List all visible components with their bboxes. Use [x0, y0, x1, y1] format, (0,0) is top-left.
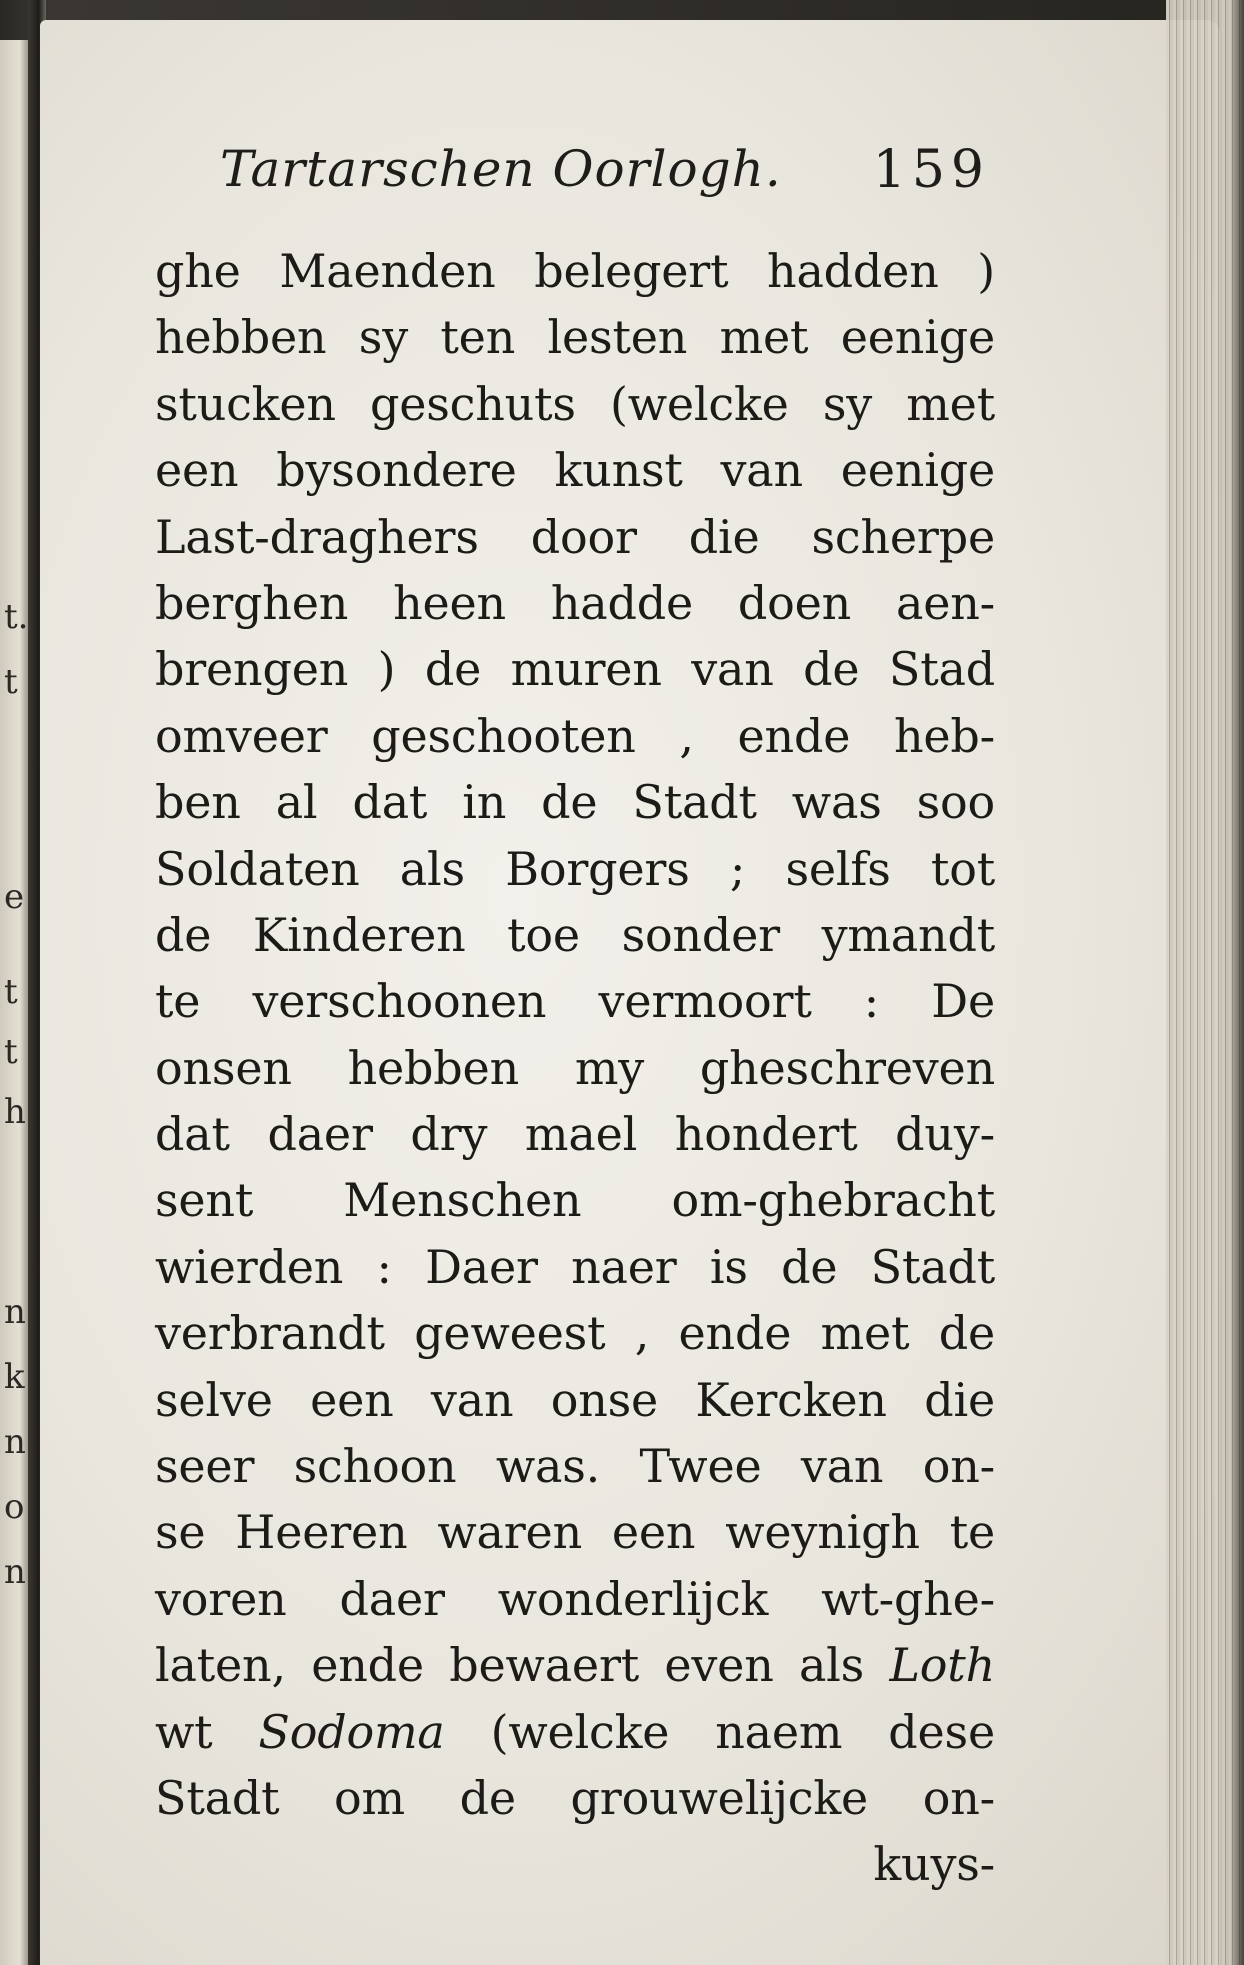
page-edges-stack: [1166, 0, 1244, 1965]
text-line: se Heeren waren een weynigh te: [155, 1505, 995, 1560]
facing-page-fragment: t: [4, 662, 18, 702]
text-line: Stadt om de grouwelijcke on-: [155, 1770, 995, 1825]
facing-page-edge: [0, 40, 28, 1965]
running-head-title: Tartarschen Oorlogh.: [220, 140, 782, 198]
text-line: selve een van onse Kercken die: [155, 1372, 995, 1427]
text-line: een bysondere kunst van eenige: [155, 443, 995, 498]
text-line: seer schoon was. Twee van on-: [155, 1439, 995, 1494]
text-line: berghen heen hadde doen aen-: [155, 575, 995, 630]
text-line: sent Menschen om-ghebracht: [155, 1173, 995, 1228]
text-line: ghe Maenden belegert hadden ): [155, 244, 995, 298]
text-line: omveer geschooten , ende heb-: [155, 708, 995, 763]
text-line: [155, 1699, 995, 1765]
facing-page-fragment: t: [4, 1032, 18, 1072]
text-line: Last-draghers door die scherpe: [155, 509, 995, 564]
text-line-rest: (welcke naem dese: [490, 1704, 995, 1759]
text-line: wierden : Daer naer is de Stadt: [155, 1239, 995, 1294]
body-text: [155, 238, 995, 1898]
text-line: Soldaten als Borgers ; selfs tot: [155, 841, 995, 896]
text-line-start: wt: [155, 1704, 213, 1759]
text-line: [155, 1632, 995, 1698]
facing-page-fragment: e: [4, 877, 25, 917]
facing-page-fragment: h: [4, 1092, 26, 1132]
page-number: 159: [872, 140, 990, 200]
book-page: [40, 20, 1220, 1965]
facing-page-fragment: n: [4, 1292, 26, 1332]
facing-page-fragment: t.: [4, 597, 28, 637]
running-head: [220, 140, 1020, 220]
facing-page-fragment: o: [4, 1487, 25, 1527]
text-line: onsen hebben my gheschreven: [155, 1040, 995, 1095]
catchword: kuys-: [873, 1837, 995, 1892]
text-line: brengen ) de muren van de Stad: [155, 642, 995, 697]
italic-word-sodoma: Sodoma: [258, 1704, 445, 1759]
text-line: dat daer dry mael hondert duy-: [155, 1107, 995, 1162]
facing-page-fragment: n: [4, 1422, 26, 1462]
facing-page-fragment: t: [4, 972, 18, 1012]
text-line: ben al dat in de Stadt was soo: [155, 775, 995, 830]
text-line: stucken geschuts (welcke sy met: [155, 376, 995, 431]
text-line: hebben sy ten lesten met eenige: [155, 310, 995, 365]
text-line-start: laten, ende bewaert even als: [155, 1638, 865, 1693]
facing-page-fragment: k: [4, 1357, 25, 1397]
text-line: de Kinderen toe sonder ymandt: [155, 907, 995, 962]
italic-word-loth: Loth: [889, 1638, 995, 1693]
text-line: te verschoonen vermoort : De: [155, 974, 995, 1029]
text-line: verbrandt geweest , ende met de: [155, 1306, 995, 1361]
facing-page-fragment: n: [4, 1552, 26, 1592]
text-line: voren daer wonderlijck wt-ghe-: [155, 1571, 995, 1626]
